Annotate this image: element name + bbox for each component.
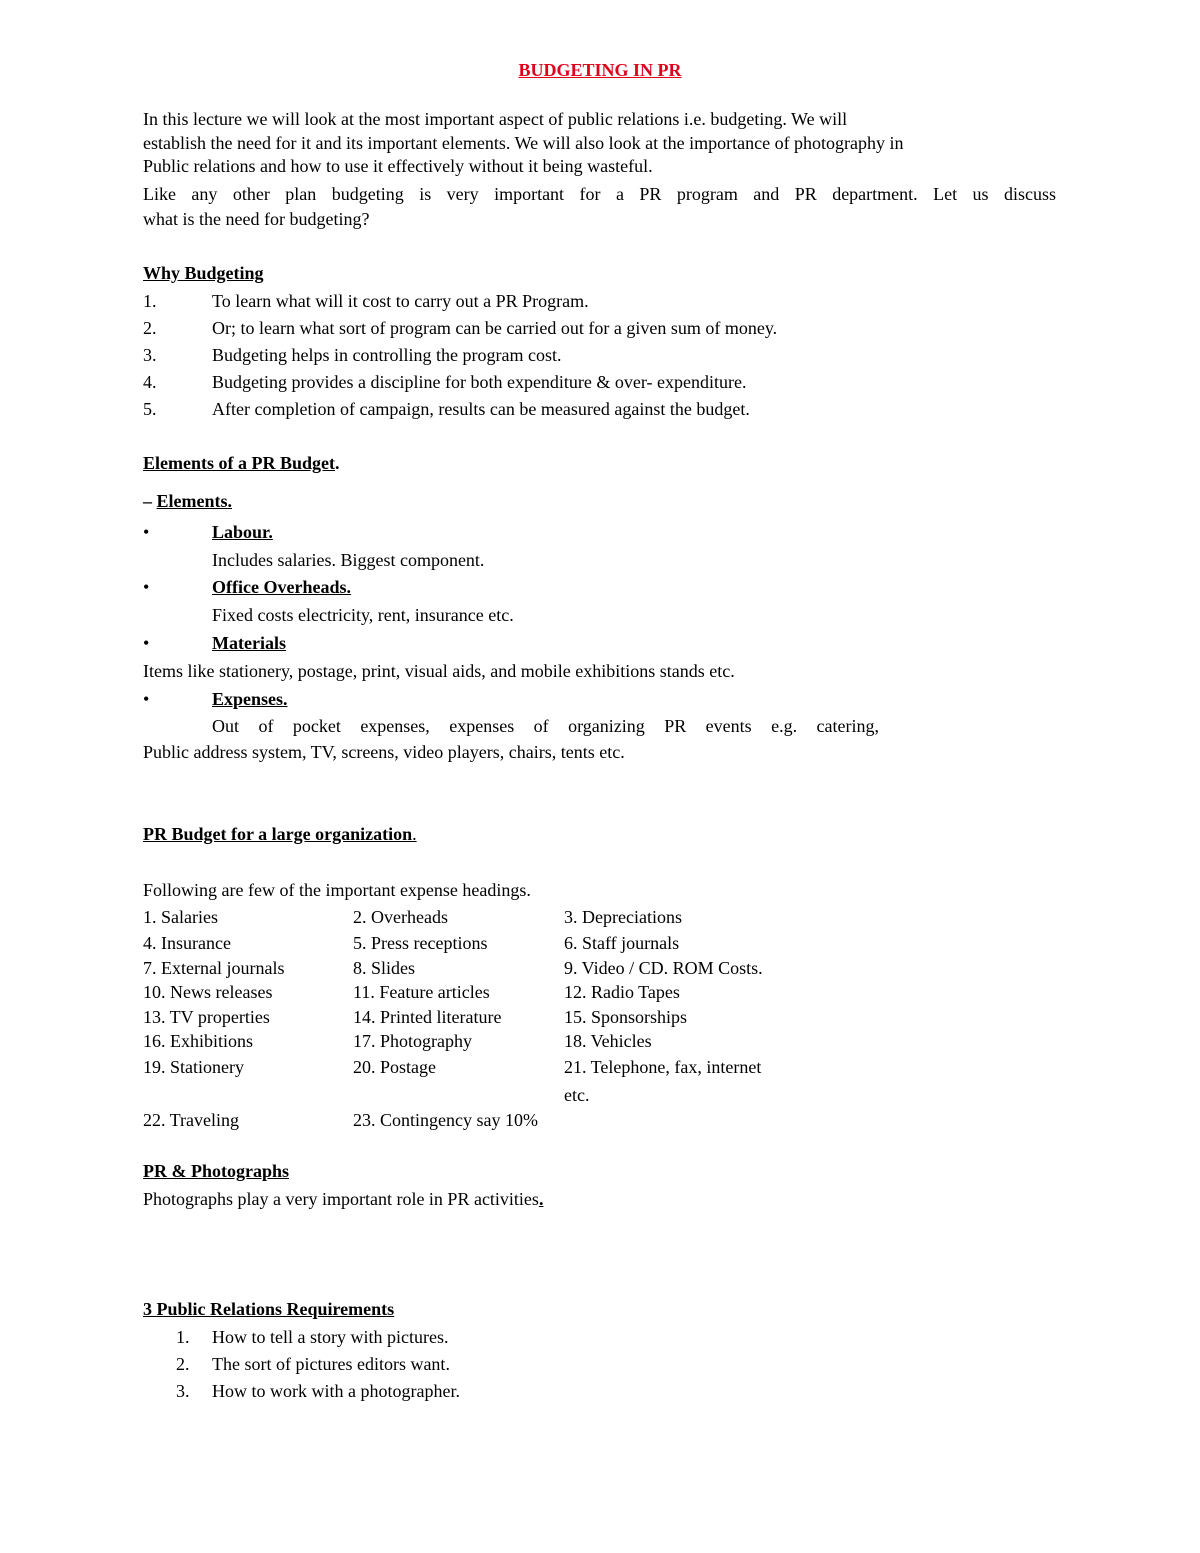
expense-heading-item: 15. Sponsorships <box>564 1007 688 1027</box>
expense-heading-item: 4. Insurance <box>143 933 231 953</box>
expense-heading-item: 12. Radio Tapes <box>564 982 680 1002</box>
requirement-3-number: 3. <box>176 1381 190 1401</box>
why-budgeting-heading: Why Budgeting <box>143 263 264 283</box>
elements-heading-line <box>143 452 340 474</box>
office-overheads-description: Fixed costs electricity, rent, insurance etc. <box>212 605 514 625</box>
office-overheads-heading: Office Overheads. <box>212 577 351 597</box>
requirement-2-text: The sort of pictures editors want. <box>212 1354 450 1374</box>
expense-heading-item: 19. Stationery <box>143 1057 244 1077</box>
intro-line-4: Like any other plan budgeting is very important for a PR program and PR department. Let us discuss <box>143 184 1056 204</box>
pr-photographs-heading: PR & Photographs <box>143 1161 290 1181</box>
requirement-1-number: 1. <box>176 1327 190 1347</box>
pr-photographs-period: . <box>538 1189 544 1209</box>
materials-description: Items like stationery, postage, print, visual aids, and mobile exhibitions stands etc. <box>143 661 735 681</box>
expense-heading-item: 16. Exhibitions <box>143 1031 254 1051</box>
expense-heading-item: 3. Depreciations <box>564 907 682 927</box>
expense-headings-intro: Following are few of the important expense headings. <box>143 880 531 900</box>
expense-heading-item: 17. Photography <box>353 1031 472 1051</box>
why-item-2-text: Or; to learn what sort of program can be carried out for a given sum of money. <box>212 318 778 338</box>
large-org-heading-line <box>143 823 417 845</box>
expenses-heading: Expenses. <box>212 689 288 709</box>
large-org-heading-period: . <box>412 824 417 844</box>
intro-line-5: what is the need for budgeting? <box>143 209 370 229</box>
why-item-4-text: Budgeting provides a discipline for both expenditure & over- expenditure. <box>212 372 747 392</box>
expense-heading-item: 11. Feature articles <box>353 982 490 1002</box>
labour-description: Includes salaries. Biggest component. <box>212 550 485 570</box>
why-item-1-number: 1. <box>143 291 157 311</box>
elements-heading: Elements of a PR Budget <box>143 453 335 473</box>
labour-heading: Labour. <box>212 522 273 542</box>
requirements-heading: 3 Public Relations Requirements <box>143 1299 395 1319</box>
expense-heading-item: 5. Press receptions <box>353 933 488 953</box>
dash-marker: – <box>143 491 157 511</box>
elements-subheading: Elements. <box>156 491 232 511</box>
expense-heading-item: 18. Vehicles <box>564 1031 652 1051</box>
why-item-3-text: Budgeting helps in controlling the program cost. <box>212 345 562 365</box>
expense-heading-item: 21. Telephone, fax, internet <box>564 1057 762 1077</box>
bullet-icon: • <box>143 689 150 709</box>
intro-line-1: In this lecture we will look at the most important aspect of public relations i.e. budgeting. We will <box>143 109 848 129</box>
materials-heading: Materials <box>212 633 286 653</box>
expense-heading-item: 22. Traveling <box>143 1110 240 1130</box>
why-item-3-number: 3. <box>143 345 157 365</box>
expense-heading-item-continuation: etc. <box>564 1085 590 1105</box>
expense-heading-item: 20. Postage <box>353 1057 436 1077</box>
pr-photographs-text: Photographs play a very important role in PR activities <box>143 1189 539 1209</box>
why-item-4-number: 4. <box>143 372 157 392</box>
document-title: BUDGETING IN PR <box>518 60 682 80</box>
large-org-heading: PR Budget for a large organization <box>143 824 413 844</box>
expenses-description-line-1: Out of pocket expenses, expenses of organizing PR events e.g. catering, <box>212 716 879 736</box>
expense-heading-item: 14. Printed literature <box>353 1007 502 1027</box>
pr-photographs-text-line <box>143 1188 543 1210</box>
expense-heading-item: 9. Video / CD. ROM Costs. <box>564 958 763 978</box>
bullet-icon: • <box>143 633 150 653</box>
expense-heading-item: 6. Staff journals <box>564 933 680 953</box>
why-item-1-text: To learn what will it cost to carry out a PR Program. <box>212 291 589 311</box>
why-item-5-text: After completion of campaign, results can be measured against the budget. <box>212 399 750 419</box>
expense-heading-item: 7. External journals <box>143 958 285 978</box>
requirement-2-number: 2. <box>176 1354 190 1374</box>
expenses-description-line-2: Public address system, TV, screens, video players, chairs, tents etc. <box>143 742 625 762</box>
why-item-2-number: 2. <box>143 318 157 338</box>
intro-line-2: establish the need for it and its important elements. We will also look at the importance of photography in <box>143 133 904 153</box>
intro-line-3: Public relations and how to use it effectively without it being wasteful. <box>143 156 653 176</box>
expense-heading-item: 10. News releases <box>143 982 273 1002</box>
elements-heading-period: . <box>335 453 340 473</box>
expense-heading-item: 1. Salaries <box>143 907 218 927</box>
expense-heading-item: 23. Contingency say 10% <box>353 1110 538 1130</box>
elements-subheading-line <box>143 490 232 512</box>
bullet-icon: • <box>143 522 150 542</box>
requirement-3-text: How to work with a photographer. <box>212 1381 460 1401</box>
bullet-icon: • <box>143 577 150 597</box>
expense-heading-item: 13. TV properties <box>143 1007 270 1027</box>
expense-heading-item: 2. Overheads <box>353 907 448 927</box>
expense-heading-item: 8. Slides <box>353 958 416 978</box>
why-item-5-number: 5. <box>143 399 157 419</box>
requirement-1-text: How to tell a story with pictures. <box>212 1327 449 1347</box>
